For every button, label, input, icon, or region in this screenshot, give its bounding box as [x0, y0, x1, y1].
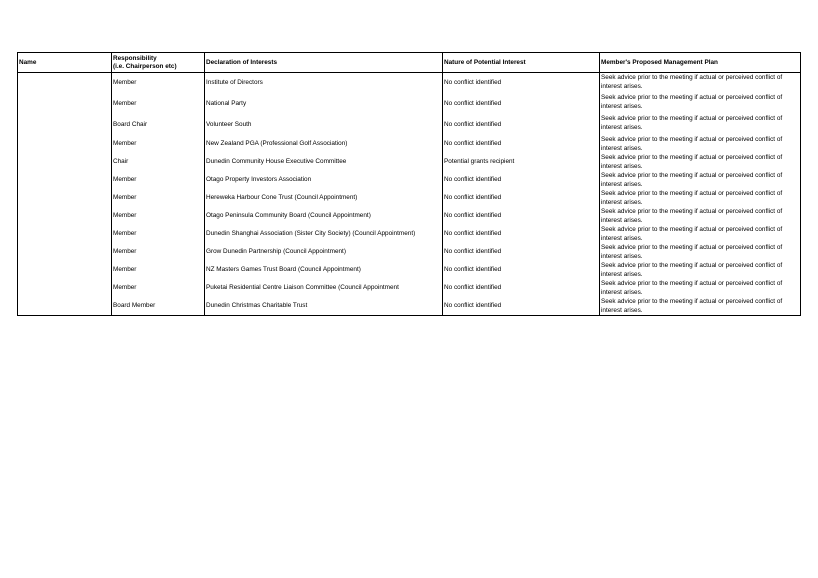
plan-cell: Seek advice prior to the meeting if actual or perceived conflict of interest arises. — [600, 171, 801, 189]
responsibility-cell: Member — [112, 261, 205, 279]
plan-cell: Seek advice prior to the meeting if actual or perceived conflict of interest arises. — [600, 114, 801, 135]
table-header — [18, 53, 801, 73]
header-row — [18, 53, 801, 73]
nature-cell: No conflict identified — [443, 114, 600, 135]
plan-cell: Seek advice prior to the meeting if actual or perceived conflict of interest arises. — [600, 189, 801, 207]
table-body — [18, 73, 801, 316]
declaration-cell: Volunteer South — [205, 114, 443, 135]
plan-cell: Seek advice prior to the meeting if actual or perceived conflict of interest arises. — [600, 297, 801, 316]
plan-cell: Seek advice prior to the meeting if actual or perceived conflict of interest arises. — [600, 207, 801, 225]
nature-cell: No conflict identified — [443, 243, 600, 261]
header-responsibility — [112, 53, 205, 73]
nature-cell: No conflict identified — [443, 207, 600, 225]
responsibility-cell: Member — [112, 171, 205, 189]
header-plan: Member's Proposed Management Plan — [600, 53, 801, 73]
nature-cell: No conflict identified — [443, 93, 600, 114]
header-declaration: Declaration of Interests — [205, 53, 443, 73]
nature-cell: No conflict identified — [443, 225, 600, 243]
name-cell — [18, 297, 112, 316]
name-cell — [18, 243, 112, 261]
plan-cell: Seek advice prior to the meeting if actual or perceived conflict of interest arises. — [600, 153, 801, 171]
plan-cell: Seek advice prior to the meeting if actual or perceived conflict of interest arises. — [600, 135, 801, 153]
table-row — [18, 207, 801, 225]
declaration-cell: Hereweka Harbour Cone Trust (Council Appointment) — [205, 189, 443, 207]
header-responsibility-line1: Responsibility — [113, 54, 157, 62]
plan-cell: Seek advice prior to the meeting if actual or perceived conflict of interest arises. — [600, 261, 801, 279]
nature-cell: Potential grants recipient — [443, 153, 600, 171]
table-row — [18, 135, 801, 153]
name-cell — [18, 135, 112, 153]
nature-cell: No conflict identified — [443, 279, 600, 297]
table-row — [18, 153, 801, 171]
name-cell — [18, 114, 112, 135]
plan-cell: Seek advice prior to the meeting if actual or perceived conflict of interest arises. — [600, 279, 801, 297]
plan-cell: Seek advice prior to the meeting if actual or perceived conflict of interest arises. — [600, 225, 801, 243]
name-cell — [18, 153, 112, 171]
nature-cell: No conflict identified — [443, 297, 600, 316]
name-cell — [18, 171, 112, 189]
responsibility-cell: Board Chair — [112, 114, 205, 135]
table-row — [18, 189, 801, 207]
declaration-cell: Institute of Directors — [205, 73, 443, 93]
header-name: Name — [18, 53, 112, 73]
interests-register-table — [17, 52, 801, 316]
name-cell — [18, 225, 112, 243]
declaration-cell: National Party — [205, 93, 443, 114]
table-row — [18, 73, 801, 93]
plan-cell: Seek advice prior to the meeting if actual or perceived conflict of interest arises. — [600, 93, 801, 114]
name-cell — [18, 207, 112, 225]
responsibility-cell: Member — [112, 279, 205, 297]
name-cell — [18, 279, 112, 297]
responsibility-cell: Member — [112, 189, 205, 207]
responsibility-cell: Member — [112, 243, 205, 261]
nature-cell: No conflict identified — [443, 171, 600, 189]
nature-cell: No conflict identified — [443, 261, 600, 279]
name-cell — [18, 261, 112, 279]
name-cell — [18, 189, 112, 207]
nature-cell: No conflict identified — [443, 73, 600, 93]
declaration-cell: Puketai Residential Centre Liaison Committee (Council Appointment — [205, 279, 443, 297]
responsibility-cell: Member — [112, 207, 205, 225]
table-row — [18, 225, 801, 243]
table-row — [18, 297, 801, 316]
declaration-cell: Dunedin Shanghai Association (Sister City Society) (Council Appointment) — [205, 225, 443, 243]
responsibility-cell: Member — [112, 73, 205, 93]
table-row — [18, 93, 801, 114]
plan-cell: Seek advice prior to the meeting if actual or perceived conflict of interest arises. — [600, 243, 801, 261]
declaration-cell: Dunedin Community House Executive Committee — [205, 153, 443, 171]
nature-cell: No conflict identified — [443, 135, 600, 153]
nature-cell: No conflict identified — [443, 189, 600, 207]
declaration-cell: Grow Dunedin Partnership (Council Appointment) — [205, 243, 443, 261]
header-nature: Nature of Potential Interest — [443, 53, 600, 73]
declaration-cell: Otago Property Investors Association — [205, 171, 443, 189]
declaration-cell: Otago Peninsula Community Board (Council Appointment) — [205, 207, 443, 225]
plan-cell: Seek advice prior to the meeting if actual or perceived conflict of interest arises. — [600, 73, 801, 93]
name-cell — [18, 73, 112, 93]
responsibility-cell: Chair — [112, 153, 205, 171]
header-responsibility-line2: (i.e. Chairperson etc) — [113, 62, 177, 70]
declaration-cell: Dunedin Christmas Charitable Trust — [205, 297, 443, 316]
responsibility-cell: Board Member — [112, 297, 205, 316]
table-row — [18, 261, 801, 279]
table-row — [18, 279, 801, 297]
table-row — [18, 114, 801, 135]
declaration-cell: New Zealand PGA (Professional Golf Association) — [205, 135, 443, 153]
table-row — [18, 171, 801, 189]
responsibility-cell: Member — [112, 93, 205, 114]
table-row — [18, 243, 801, 261]
responsibility-cell: Member — [112, 225, 205, 243]
name-cell — [18, 93, 112, 114]
declaration-cell: NZ Masters Games Trust Board (Council Appointment) — [205, 261, 443, 279]
responsibility-cell: Member — [112, 135, 205, 153]
